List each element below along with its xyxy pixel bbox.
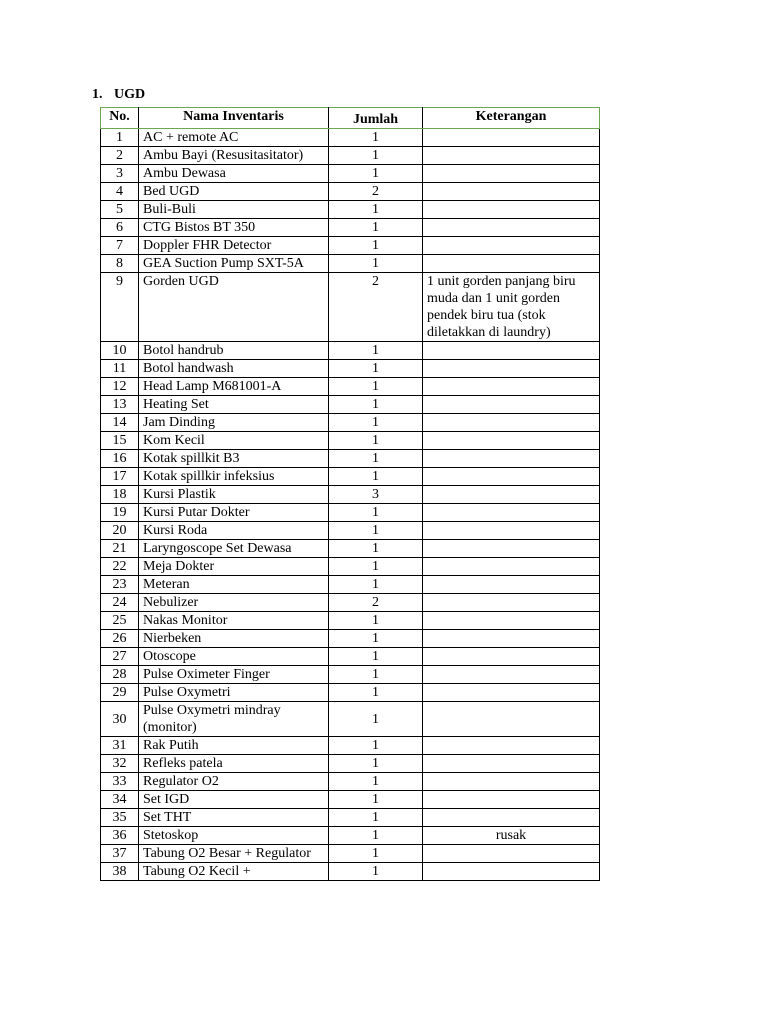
table-row — [101, 702, 600, 737]
table-row — [101, 576, 600, 594]
row-quantity: 1 — [329, 450, 423, 468]
row-note — [423, 702, 600, 737]
row-item-name: Nakas Monitor — [139, 612, 329, 630]
row-quantity: 1 — [329, 504, 423, 522]
table-row — [101, 414, 600, 432]
row-note — [423, 594, 600, 612]
table-row — [101, 504, 600, 522]
row-number: 20 — [101, 522, 139, 540]
row-number: 19 — [101, 504, 139, 522]
row-quantity: 2 — [329, 594, 423, 612]
row-quantity: 1 — [329, 237, 423, 255]
row-item-name: Laryngoscope Set Dewasa — [139, 540, 329, 558]
row-item-name: Kotak spillkit B3 — [139, 450, 329, 468]
row-number: 34 — [101, 791, 139, 809]
row-note — [423, 219, 600, 237]
row-note — [423, 360, 600, 378]
row-note — [423, 237, 600, 255]
row-note — [423, 791, 600, 809]
inventory-table — [100, 107, 600, 881]
section-number: 1. — [92, 87, 103, 102]
row-note — [423, 468, 600, 486]
row-note — [423, 165, 600, 183]
table-row — [101, 558, 600, 576]
row-note — [423, 522, 600, 540]
row-item-name: Doppler FHR Detector — [139, 237, 329, 255]
row-note — [423, 612, 600, 630]
row-item-name: Stetoskop — [139, 827, 329, 845]
row-item-name: GEA Suction Pump SXT-5A — [139, 255, 329, 273]
row-quantity: 1 — [329, 755, 423, 773]
row-number: 12 — [101, 378, 139, 396]
header-name: Nama Inventaris — [139, 108, 329, 129]
row-note — [423, 255, 600, 273]
row-note — [423, 414, 600, 432]
row-number: 26 — [101, 630, 139, 648]
row-number: 3 — [101, 165, 139, 183]
table-row — [101, 791, 600, 809]
row-item-name: Tabung O2 Besar + Regulator — [139, 845, 329, 863]
row-quantity: 1 — [329, 612, 423, 630]
row-number: 29 — [101, 684, 139, 702]
row-quantity: 1 — [329, 129, 423, 147]
row-number: 21 — [101, 540, 139, 558]
table-row — [101, 450, 600, 468]
table-row — [101, 809, 600, 827]
row-note: 1 unit gorden panjang biru muda dan 1 unit gorden pendek biru tua (stok diletakkan di laundry) — [423, 273, 600, 342]
row-number: 37 — [101, 845, 139, 863]
table-row — [101, 396, 600, 414]
row-item-name: Set THT — [139, 809, 329, 827]
table-row — [101, 630, 600, 648]
row-number: 31 — [101, 737, 139, 755]
row-quantity: 1 — [329, 396, 423, 414]
row-number: 23 — [101, 576, 139, 594]
row-note — [423, 737, 600, 755]
row-number: 22 — [101, 558, 139, 576]
row-number: 7 — [101, 237, 139, 255]
row-quantity: 1 — [329, 360, 423, 378]
table-row — [101, 147, 600, 165]
row-note — [423, 809, 600, 827]
row-number: 35 — [101, 809, 139, 827]
row-item-name: Pulse Oxymetri — [139, 684, 329, 702]
row-quantity: 1 — [329, 773, 423, 791]
table-row — [101, 737, 600, 755]
row-quantity: 1 — [329, 468, 423, 486]
row-quantity: 1 — [329, 147, 423, 165]
row-number: 18 — [101, 486, 139, 504]
row-item-name: Meteran — [139, 576, 329, 594]
table-body — [101, 129, 600, 881]
table-row — [101, 165, 600, 183]
table-row — [101, 594, 600, 612]
table-row — [101, 237, 600, 255]
row-quantity: 1 — [329, 791, 423, 809]
row-quantity: 1 — [329, 558, 423, 576]
table-row — [101, 755, 600, 773]
row-number: 1 — [101, 129, 139, 147]
row-quantity: 1 — [329, 540, 423, 558]
row-note: rusak — [423, 827, 600, 845]
row-number: 30 — [101, 702, 139, 737]
row-quantity: 1 — [329, 255, 423, 273]
row-note — [423, 432, 600, 450]
row-number: 33 — [101, 773, 139, 791]
row-item-name: Gorden UGD — [139, 273, 329, 342]
row-quantity: 1 — [329, 522, 423, 540]
row-quantity: 3 — [329, 486, 423, 504]
row-quantity: 1 — [329, 201, 423, 219]
row-number: 8 — [101, 255, 139, 273]
row-item-name: Refleks patela — [139, 755, 329, 773]
row-item-name: Otoscope — [139, 648, 329, 666]
row-number: 4 — [101, 183, 139, 201]
row-note — [423, 576, 600, 594]
table-row — [101, 827, 600, 845]
row-item-name: Botol handwash — [139, 360, 329, 378]
row-note — [423, 342, 600, 360]
row-item-name: Pulse Oxymetri mindray (monitor) — [139, 702, 329, 737]
row-number: 36 — [101, 827, 139, 845]
table-row — [101, 360, 600, 378]
row-note — [423, 396, 600, 414]
row-number: 32 — [101, 755, 139, 773]
row-quantity: 1 — [329, 863, 423, 881]
row-item-name: AC + remote AC — [139, 129, 329, 147]
row-number: 25 — [101, 612, 139, 630]
row-note — [423, 863, 600, 881]
row-number: 9 — [101, 273, 139, 342]
row-quantity: 2 — [329, 273, 423, 342]
row-quantity: 1 — [329, 737, 423, 755]
header-qty: Jumlah — [329, 108, 423, 129]
row-note — [423, 648, 600, 666]
row-item-name: Pulse Oximeter Finger — [139, 666, 329, 684]
row-number: 17 — [101, 468, 139, 486]
row-note — [423, 129, 600, 147]
section-title: UGD — [114, 87, 146, 102]
row-number: 13 — [101, 396, 139, 414]
row-note — [423, 486, 600, 504]
row-quantity: 1 — [329, 666, 423, 684]
header-no: No. — [101, 108, 139, 129]
table-row — [101, 522, 600, 540]
row-item-name: CTG Bistos BT 350 — [139, 219, 329, 237]
row-item-name: Bed UGD — [139, 183, 329, 201]
table-row — [101, 612, 600, 630]
row-item-name: Ambu Bayi (Resusitasitator) — [139, 147, 329, 165]
row-item-name: Kursi Putar Dokter — [139, 504, 329, 522]
row-item-name: Jam Dinding — [139, 414, 329, 432]
table-row — [101, 432, 600, 450]
row-quantity: 1 — [329, 165, 423, 183]
row-item-name: Ambu Dewasa — [139, 165, 329, 183]
row-quantity: 1 — [329, 414, 423, 432]
row-quantity: 1 — [329, 576, 423, 594]
row-number: 6 — [101, 219, 139, 237]
row-quantity: 1 — [329, 648, 423, 666]
row-quantity: 1 — [329, 702, 423, 737]
table-row — [101, 273, 600, 342]
row-item-name: Kotak spillkir infeksius — [139, 468, 329, 486]
row-item-name: Nebulizer — [139, 594, 329, 612]
row-quantity: 2 — [329, 183, 423, 201]
row-item-name: Tabung O2 Kecil + — [139, 863, 329, 881]
table-row — [101, 468, 600, 486]
row-number: 15 — [101, 432, 139, 450]
row-note — [423, 201, 600, 219]
table-row — [101, 342, 600, 360]
row-number: 2 — [101, 147, 139, 165]
table-row — [101, 255, 600, 273]
row-note — [423, 755, 600, 773]
row-item-name: Rak Putih — [139, 737, 329, 755]
row-item-name: Kom Kecil — [139, 432, 329, 450]
row-note — [423, 147, 600, 165]
row-item-name: Botol handrub — [139, 342, 329, 360]
row-item-name: Head Lamp M681001-A — [139, 378, 329, 396]
row-note — [423, 666, 600, 684]
row-item-name: Nierbeken — [139, 630, 329, 648]
row-note — [423, 684, 600, 702]
row-note — [423, 558, 600, 576]
table-row — [101, 648, 600, 666]
row-number: 38 — [101, 863, 139, 881]
row-quantity: 1 — [329, 630, 423, 648]
table-row — [101, 684, 600, 702]
row-quantity: 1 — [329, 342, 423, 360]
row-note — [423, 378, 600, 396]
row-item-name: Kursi Plastik — [139, 486, 329, 504]
row-quantity: 1 — [329, 432, 423, 450]
table-row — [101, 773, 600, 791]
row-note — [423, 845, 600, 863]
row-quantity: 1 — [329, 845, 423, 863]
row-quantity: 1 — [329, 827, 423, 845]
row-quantity: 1 — [329, 809, 423, 827]
row-item-name: Heating Set — [139, 396, 329, 414]
row-number: 16 — [101, 450, 139, 468]
row-note — [423, 183, 600, 201]
row-number: 28 — [101, 666, 139, 684]
row-item-name: Buli-Buli — [139, 201, 329, 219]
table-row — [101, 129, 600, 147]
row-note — [423, 630, 600, 648]
row-note — [423, 540, 600, 558]
table-row — [101, 378, 600, 396]
table-row — [101, 219, 600, 237]
row-number: 11 — [101, 360, 139, 378]
row-note — [423, 450, 600, 468]
table-row — [101, 845, 600, 863]
row-item-name: Regulator O2 — [139, 773, 329, 791]
table-row — [101, 486, 600, 504]
table-row — [101, 201, 600, 219]
table-row — [101, 863, 600, 881]
row-number: 14 — [101, 414, 139, 432]
row-number: 5 — [101, 201, 139, 219]
row-number: 10 — [101, 342, 139, 360]
table-row — [101, 666, 600, 684]
row-quantity: 1 — [329, 684, 423, 702]
row-number: 27 — [101, 648, 139, 666]
row-item-name: Kursi Roda — [139, 522, 329, 540]
row-number: 24 — [101, 594, 139, 612]
table-row — [101, 540, 600, 558]
table-row — [101, 183, 600, 201]
row-quantity: 1 — [329, 378, 423, 396]
table-header-row — [101, 108, 600, 129]
row-note — [423, 504, 600, 522]
row-quantity: 1 — [329, 219, 423, 237]
header-note: Keterangan — [423, 108, 600, 129]
row-item-name: Set IGD — [139, 791, 329, 809]
section-heading — [92, 87, 145, 103]
row-note — [423, 773, 600, 791]
row-item-name: Meja Dokter — [139, 558, 329, 576]
